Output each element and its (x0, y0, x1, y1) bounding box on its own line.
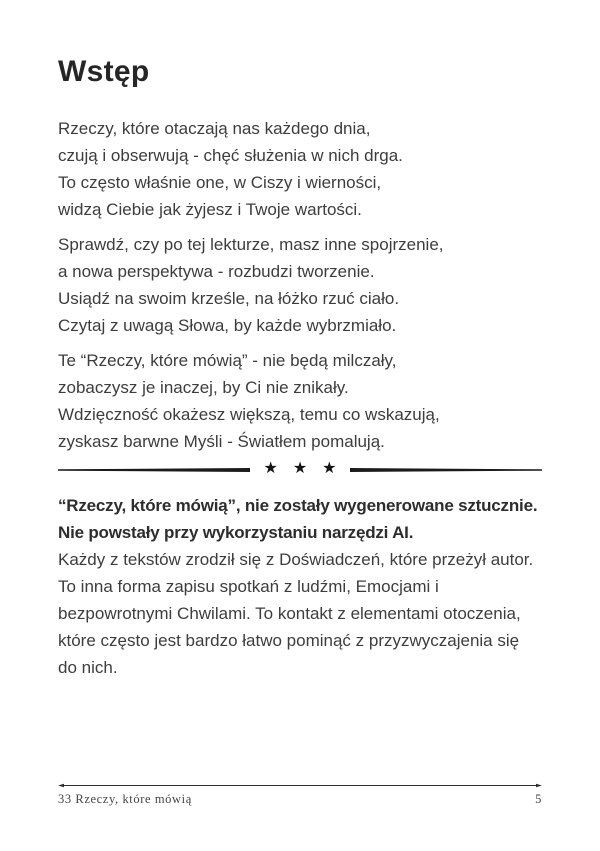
divider-stars (250, 462, 349, 478)
poem-line: widzą Ciebie jak żyjesz i Twoje wartości. (58, 200, 362, 219)
poem-line: Usiądź na swoim krześle, na łóżko rzuć ciało. (58, 289, 400, 308)
poem-line: zobaczysz je inaczej, by Ci nie znikały. (58, 378, 349, 397)
poem-stanza-3 (58, 347, 542, 455)
footer-row (58, 792, 542, 807)
page-title: Wstęp (58, 55, 150, 88)
afterword-bold-line: Nie powstały przy wykorzystaniu narzędzi AI. (58, 523, 414, 542)
poem-line: czują i obserwują - chęć służenia w nich drga. (58, 146, 403, 165)
footer-rule (58, 779, 542, 791)
afterword-line: które często jest bardzo łatwo pominąć z przyzwyczajenia się (58, 631, 520, 650)
footer-page-number: 5 (535, 792, 542, 806)
star-icon: ★ (263, 460, 278, 477)
poem-line: Te “Rzeczy, które mówią” - nie będą milczały, (58, 351, 397, 370)
afterword-line: Każdy z tekstów zrodził się z Doświadczeń, które przeżył autor. (58, 550, 534, 569)
page-content (58, 0, 542, 681)
poem-line: Czytaj z uwagą Słowa, by każde wybrzmiało. (58, 316, 397, 335)
poem-line: To często właśnie one, w Ciszy i wierności, (58, 173, 382, 192)
afterword-line: To inna forma zapisu spotkań z ludźmi, Emocjami i (58, 577, 439, 596)
poem-stanza-1 (58, 115, 542, 223)
afterword-line: bezpowrotnymi Chwilami. To kontakt z elementami otoczenia, (58, 604, 521, 623)
poem-line: a nowa perspektywa - rozbudzi tworzenie. (58, 262, 375, 281)
star-icon: ★ (292, 460, 308, 477)
poem-stanza-2 (58, 231, 542, 339)
footer-book-title: 33 Rzeczy, które mówią (58, 792, 192, 806)
poem-line: Wdzięczność okażesz większą, temu co wskazują, (58, 405, 440, 424)
poem-line: zyskasz barwne Myśli - Światłem pomalują. (58, 432, 385, 451)
page-footer (58, 779, 542, 807)
star-icon: ★ (322, 460, 337, 477)
star-divider (58, 462, 542, 478)
poem-line: Sprawdź, czy po tej lekturze, masz inne spojrzenie, (58, 235, 444, 254)
afterword-paragraph (58, 492, 542, 681)
afterword-bold-line: “Rzeczy, które mówią”, nie zostały wygenerowane sztucznie. (58, 496, 538, 515)
poem-line: Rzeczy, które otaczają nas każdego dnia, (58, 119, 371, 138)
divider-rule-right (350, 463, 542, 477)
afterword-line: do nich. (58, 658, 118, 677)
divider-rule-left (58, 463, 250, 477)
